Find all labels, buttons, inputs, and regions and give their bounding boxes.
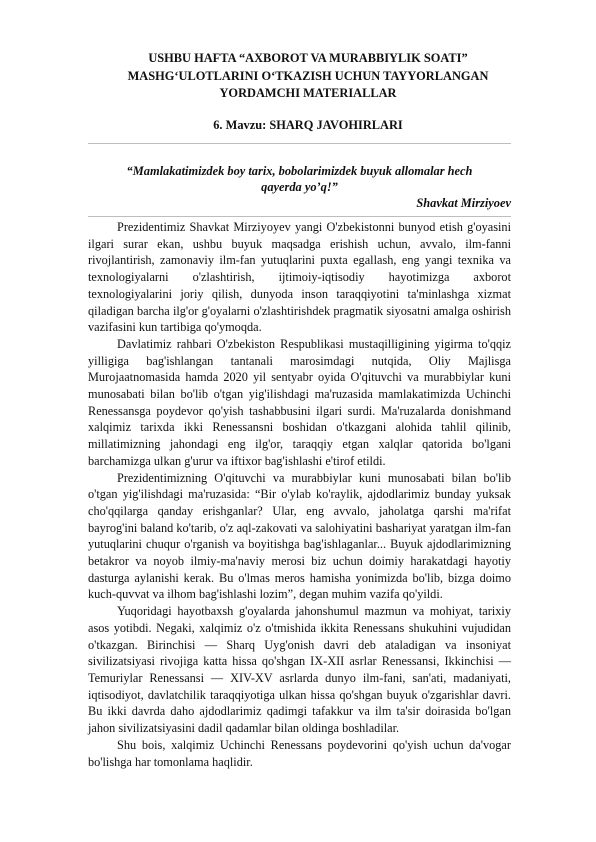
document-heading <box>88 50 528 103</box>
paragraph: Yuqoridagi hayotbaxsh g'oyalarda jahonshumul mazmun va mohiyat, tarixiy asos yotibdi. Negaki, xalqimiz o'z o'tmishida ikkita Renessans shukuhini vujudidan o'tkazgan. Birinchisi — Sharq Uyg'onish davri deb ataladigan va insoniyat sivilizatsiyasi rivojiga katta hissa qo'shgan IX-XII asrlar Renessansi, Ikkinchisi — Temuriylar Renessansi — XIV-XV asrlarda dunyo ilm-fani, san'ati, madaniyati, iqtisodiyot, davlatchilik taraqqiyotiga ulkan hissa qo'shgan buyuk o'zgarishlar davri. Bu ikki davrda daho ajdodlarimiz qadimgi tafakkur va ilm ta'sir doirasida bo'lgan jahon sivilizatsiyasini dadil qadamlar bilan oldinga boshladilar. <box>88 604 511 736</box>
paragraph: Prezidentimiz Shavkat Mirziyoyev yangi O'zbekistonni bunyod etish g'oyasini ilgari surar ekan, ushbu buyuk maqsadga erishish uchun, avvalo, ilm-fanni rivojlantirish, zamonaviy ilm-fan yutuqlarini puxta egallash, eng yangi texnika va texnologiyalarni o'zlashtirish, ijtimoiy-iqtisodiy hayotimizga axborot texnologiyalarini joriy qilish, dunyoda inson taraqqiyotini ta'minlashga xizmat qiladigan barcha ilg'or g'oyalarni o'zlashtirishdek pragmatik siyosatni amalga oshirish vazifasini kun tartibiga qo'ymoqda. <box>88 220 511 335</box>
body-text <box>88 219 511 770</box>
top-divider <box>88 143 511 144</box>
paragraph: Davlatimiz rahbari O'zbekiston Respublikasi mustaqilligining yigirma to'qqiz yilligiga bag'ishlangan tantanali marosimdagi nutqida, Oliy Majlisga Murojaatnomasida hamda 2020 yil sentyabr oyida O'qituvchi va murabbiylar kuni munosabati bilan bo'lib o'tgan yig'ilishdagi ma'ruzasida mamlakatimizda Uchinchi Renessansga poydevor qo'yish tashabbusini ilgari surdi. Ma'ruzalarda donishmand xalqimiz tarixda ikki Renessansni boshidan o'tkazgani alohida tahlil qilinib, millatimizning jahondagi eng ilg'or, taraqqiy etgan xalqlar qatorida bo'lgani barchamizga ulkan g'urur va iftixor bag'ishlashi e'tirof etildi. <box>88 336 511 468</box>
paragraph: Prezidentimizning O'qituvchi va murabbiylar kuni munosabati bilan bo'lib o'tgan yig'ilishdagi ma'ruzasida: “Bir o'ylab ko'raylik, ajdodlarimiz bunday yuksak cho'qqilarga qanday erishganlar? Ular, eng avvalo, jaholatga qarshi ma'rifat bayrog'ini baland ko'tarib, o'z aql-zakovati va salohiyatini bashariyat yaratgan ilm-fan yutuqlarini chuqur o'rganish va boyitishga bag'ishlaganlar... Buyuk ajdodlarimizning betakror va noyob ilmiy-ma'naviy merosi biz uchun doimiy harakatdagi hayotiy dasturga aylanishi kerak. Bu o'lmas meros hamisha yonimizda bo'lib, bizga doimo kuch-quvvat va ilhom bag'ishlashi lozim”, degan muhim vazifa qo'yildi. <box>88 470 511 602</box>
heading-line: YORDAMCHI MATERIALLAR <box>219 86 397 101</box>
heading-line: USHBU HAFTA “AXBOROT VA MURABBIYLIK SOATI” <box>148 51 468 65</box>
quote-text: “Mamlakatimizdek boy tarix, bobolarimizdek buyuk allomalar hech qayerda yo’q!” <box>126 164 473 194</box>
bottom-divider <box>88 216 511 217</box>
heading-line: MASHG‘ULOTLARINI O‘TKAZISH UCHUN TAYYORLANGAN <box>127 68 489 83</box>
paragraph: Shu bois, xalqimiz Uchinchi Renessans poydevorini qo'yish uchun da'vogar bo'lishga har tomonlama haqlidir. <box>88 737 511 769</box>
epigraph-quote <box>88 163 511 211</box>
topic-title: 6. Mavzu: SHARQ JAVOHIRLARI <box>213 118 403 132</box>
quote-author: Shavkat Mirziyoev <box>416 196 511 210</box>
